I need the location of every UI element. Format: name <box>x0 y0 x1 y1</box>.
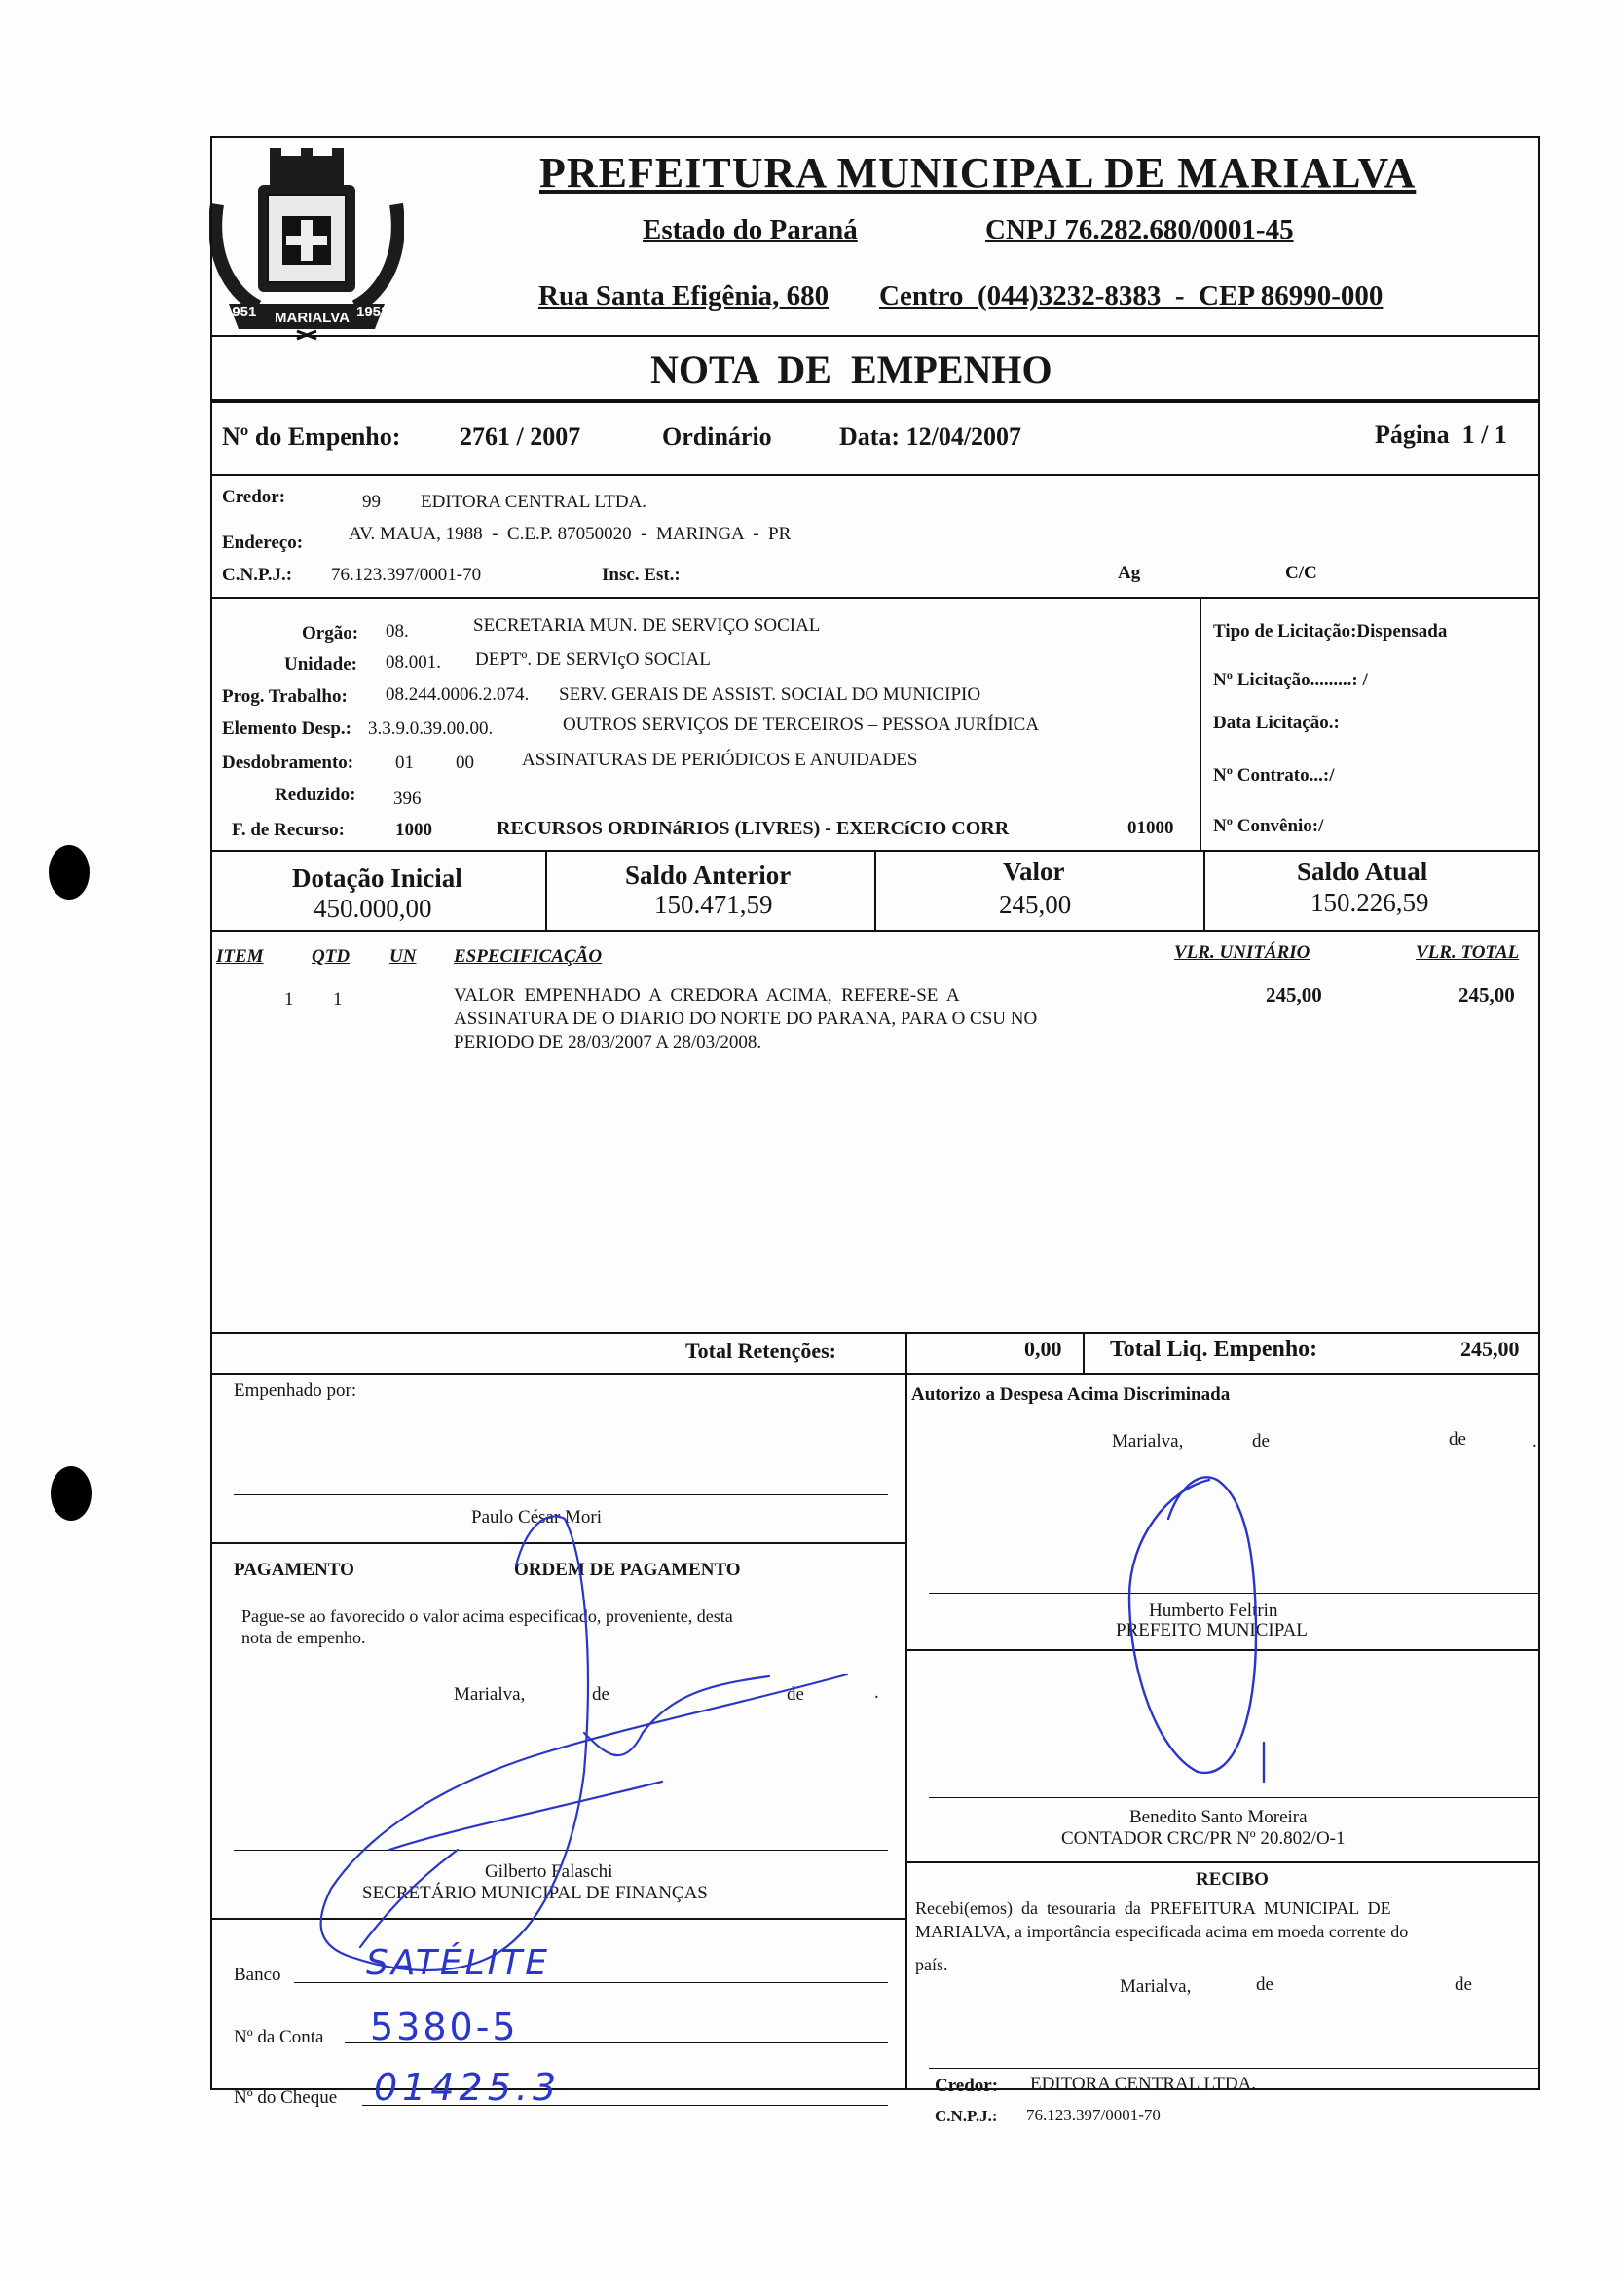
divider <box>905 1373 907 2090</box>
contador-title: CONTADOR CRC/PR Nº 20.802/O-1 <box>1061 1828 1346 1849</box>
prog-trabalho-label: Prog. Trabalho: <box>222 686 348 707</box>
crest-year-right: 1952 <box>356 304 389 320</box>
pague-se-text-line1: Pague-se ao favorecido o valor acima especificado, proveniente, desta <box>241 1606 733 1626</box>
divider <box>210 597 1540 599</box>
empenhado-por-label: Empenhado por: <box>234 1380 357 1401</box>
valor-value: 245,00 <box>999 890 1072 919</box>
unidade-desc: DEPTº. DE SERVIçO SOCIAL <box>475 649 711 670</box>
conta-value-handwritten: 5380-5 <box>370 2005 519 2048</box>
banco-value-handwritten: SATÉLITE <box>366 1943 551 1983</box>
total-liquido-label: Total Liq. Empenho: <box>1110 1337 1318 1362</box>
divider <box>905 1861 1540 1863</box>
desdobramento-code2: 00 <box>456 753 474 773</box>
divider <box>210 399 1540 403</box>
state-label: Estado do Paraná <box>643 214 858 245</box>
total-retencoes-label: Total Retenções: <box>685 1339 836 1363</box>
item-number: 1 <box>284 989 294 1010</box>
endereco-label: Endereço: <box>222 533 304 553</box>
unidade-code: 08.001. <box>386 652 441 673</box>
desdobramento-code1: 01 <box>395 753 414 773</box>
numero-convenio: Nº Convênio:/ <box>1213 816 1324 836</box>
document-title: NOTA DE EMPENHO <box>650 348 1052 391</box>
prog-trabalho-desc: SERV. GERAIS DE ASSIST. SOCIAL DO MUNICIPIO <box>559 684 981 705</box>
recibo-credor-label: Credor: <box>935 2076 999 2096</box>
divider <box>210 1332 1540 1334</box>
empenho-number: 2761 / 2007 <box>460 423 581 451</box>
insc-est-label: Insc. Est.: <box>602 565 681 585</box>
divider <box>210 1373 1540 1375</box>
col-valor-total: VLR. TOTAL <box>1416 942 1520 963</box>
divider <box>210 335 1540 337</box>
secretario-name: Gilberto Falaschi <box>485 1861 613 1882</box>
empenhado-por-name: Paulo César Mori <box>471 1507 603 1527</box>
item-desc-line2: ASSINATURA DE O DIARIO DO NORTE DO PARANA, PARA O CSU NO <box>454 1009 1038 1029</box>
endereco-value: AV. MAUA, 1988 - C.E.P. 87050020 - MARINGA - PR <box>349 524 792 544</box>
unidade-label: Unidade: <box>284 654 357 675</box>
item-desc-line1: VALOR EMPENHADO A CREDORA ACIMA, REFERE-SE A <box>454 985 960 1006</box>
divider <box>1083 1332 1085 1373</box>
col-especificacao: ESPECIFICAÇÃO <box>454 946 603 967</box>
secretario-title: SECRETÁRIO MUNICIPAL DE FINANÇAS <box>362 1883 708 1903</box>
contador-name: Benedito Santo Moreira <box>1129 1807 1308 1827</box>
signature-line <box>929 1797 1538 1798</box>
credor-code: 99 <box>362 492 381 512</box>
tipo-licitacao: Tipo de Licitação:Dispensada <box>1213 621 1448 642</box>
autorizo-city: Marialva, <box>1112 1431 1184 1452</box>
orgao-label: Orgão: <box>302 623 359 644</box>
recibo-credor-name: EDITORA CENTRAL LTDA. <box>1030 2074 1257 2094</box>
prog-trabalho-code: 08.244.0006.2.074. <box>386 684 530 705</box>
numero-licitacao: Nº Licitação.........: / <box>1213 670 1368 690</box>
divider <box>210 1542 905 1544</box>
total-liquido-value: 245,00 <box>1460 1337 1520 1361</box>
cnpj-credor-value: 76.123.397/0001-70 <box>331 565 482 585</box>
credor-name: EDITORA CENTRAL LTDA. <box>421 492 647 512</box>
saldo-anterior-value: 150.471,59 <box>654 890 773 919</box>
empenho-type: Ordinário <box>662 423 772 451</box>
signature-line <box>234 1850 888 1851</box>
recibo-de-2: de <box>1455 1974 1472 1995</box>
data-licitacao: Data Licitação.: <box>1213 713 1340 733</box>
elemento-code: 3.3.9.0.39.00.00. <box>368 718 494 739</box>
conta-label: Nº da Conta <box>234 2027 324 2047</box>
empenho-date: Data: 12/04/2007 <box>839 423 1022 451</box>
saldo-anterior-label: Saldo Anterior <box>625 861 792 890</box>
recurso-code: 1000 <box>395 820 432 840</box>
recibo-text-line2: MARIALVA, a importância especificada acima em moeda corrente do <box>915 1922 1409 1941</box>
recurso-code2: 01000 <box>1127 818 1174 838</box>
item-total-value: 245,00 <box>1458 983 1515 1007</box>
divider <box>1200 597 1201 850</box>
total-retencoes-value: 0,00 <box>1024 1337 1062 1361</box>
empenho-number-label: Nº do Empenho: <box>222 423 401 451</box>
valor-label: Valor <box>1003 857 1065 886</box>
elemento-desc: OUTROS SERVIÇOS DE TERCEIROS – PESSOA JURÍDICA <box>563 715 1040 735</box>
recurso-desc: RECURSOS ORDINáRIOS (LIVRES) - EXERCíCIO CORR <box>497 818 1010 839</box>
autorizo-dot: . <box>1532 1431 1537 1452</box>
recibo-cnpj-label: C.N.P.J.: <box>935 2107 998 2125</box>
divider <box>210 930 1540 932</box>
saldo-atual-label: Saldo Atual <box>1297 857 1428 886</box>
crest-year-left: 1951 <box>224 304 257 320</box>
divider <box>210 474 1540 476</box>
cc-label: C/C <box>1285 563 1317 583</box>
col-qtd: QTD <box>312 946 351 967</box>
street-address: Rua Santa Efigênia, 680 <box>538 280 830 312</box>
ag-label: Ag <box>1118 563 1141 583</box>
crest-ribbon-text: MARIALVA <box>275 310 350 326</box>
divider <box>210 1918 905 1920</box>
punch-hole-bottom <box>51 1466 92 1521</box>
punch-hole-top <box>49 845 90 900</box>
signature-line <box>234 1494 888 1495</box>
credor-label: Credor: <box>222 487 286 507</box>
autorizo-label: Autorizo a Despesa Acima Discriminada <box>911 1384 1231 1405</box>
cnpj-credor-label: C.N.P.J.: <box>222 565 293 585</box>
cnpj-label: CNPJ 76.282.680/0001-45 <box>985 214 1294 245</box>
prefeito-name: Humberto Feltrin <box>1149 1600 1278 1621</box>
recibo-text-line3: país. <box>915 1955 948 1974</box>
recurso-label: F. de Recurso: <box>232 820 345 840</box>
desdobramento-label: Desdobramento: <box>222 753 354 773</box>
item-unit-value: 245,00 <box>1266 983 1322 1007</box>
orgao-code: 08. <box>386 621 409 642</box>
divider <box>1203 850 1205 930</box>
dotacao-inicial-label: Dotação Inicial <box>292 864 462 893</box>
divider <box>905 1332 907 1373</box>
municipality-title: PREFEITURA MUNICIPAL DE MARIALVA <box>539 149 1417 197</box>
divider <box>874 850 876 930</box>
banco-label: Banco <box>234 1965 281 1985</box>
page-number: Página 1 / 1 <box>1375 421 1507 449</box>
item-qtd: 1 <box>333 989 343 1010</box>
recibo-text-line1: Recebi(emos) da tesouraria da PREFEITURA MUNICIPAL DE <box>915 1898 1391 1918</box>
numero-contrato: Nº Contrato...:/ <box>1213 765 1335 786</box>
pague-se-text-line2: nota de empenho. <box>241 1628 366 1647</box>
ordem-de-2: de <box>787 1684 804 1705</box>
ordem-pagamento-label: ORDEM DE PAGAMENTO <box>514 1560 741 1580</box>
cheque-label: Nº do Cheque <box>234 2087 338 2108</box>
ordem-dot: . <box>874 1682 879 1703</box>
desdobramento-desc: ASSINATURAS DE PERIÓDICOS E ANUIDADES <box>522 750 918 770</box>
ordem-city: Marialva, <box>454 1684 526 1705</box>
reduzido-label: Reduzido: <box>275 785 356 805</box>
reduzido-value: 396 <box>393 789 422 809</box>
item-desc-line3: PERIODO DE 28/03/2007 A 28/03/2008. <box>454 1032 762 1052</box>
signature-line <box>929 1593 1538 1594</box>
autorizo-de-1: de <box>1252 1431 1270 1452</box>
divider <box>545 850 547 930</box>
autorizo-de-2: de <box>1449 1429 1466 1450</box>
prefeito-title: PREFEITO MUNICIPAL <box>1116 1620 1308 1640</box>
col-valor-unitario: VLR. UNITÁRIO <box>1174 942 1310 963</box>
recibo-label: RECIBO <box>1196 1869 1269 1890</box>
orgao-desc: SECRETARIA MUN. DE SERVIÇO SOCIAL <box>473 615 821 636</box>
saldo-atual-value: 150.226,59 <box>1310 888 1429 917</box>
divider <box>905 1649 1540 1651</box>
ordem-de-1: de <box>592 1684 609 1705</box>
pagamento-label: PAGAMENTO <box>234 1560 354 1580</box>
recibo-cnpj-value: 76.123.397/0001-70 <box>1026 2106 1161 2124</box>
col-un: UN <box>389 946 417 967</box>
elemento-label: Elemento Desp.: <box>222 718 351 739</box>
district-phone-cep: Centro (044)3232-8383 - CEP 86990-000 <box>879 280 1384 312</box>
col-item: ITEM <box>216 946 264 967</box>
cheque-value-handwritten: 01425.3 <box>374 2066 562 2109</box>
recibo-de-1: de <box>1256 1974 1273 1995</box>
recibo-city: Marialva, <box>1120 1976 1192 1997</box>
dotacao-inicial-value: 450.000,00 <box>314 894 432 923</box>
signature-line <box>929 2068 1538 2069</box>
